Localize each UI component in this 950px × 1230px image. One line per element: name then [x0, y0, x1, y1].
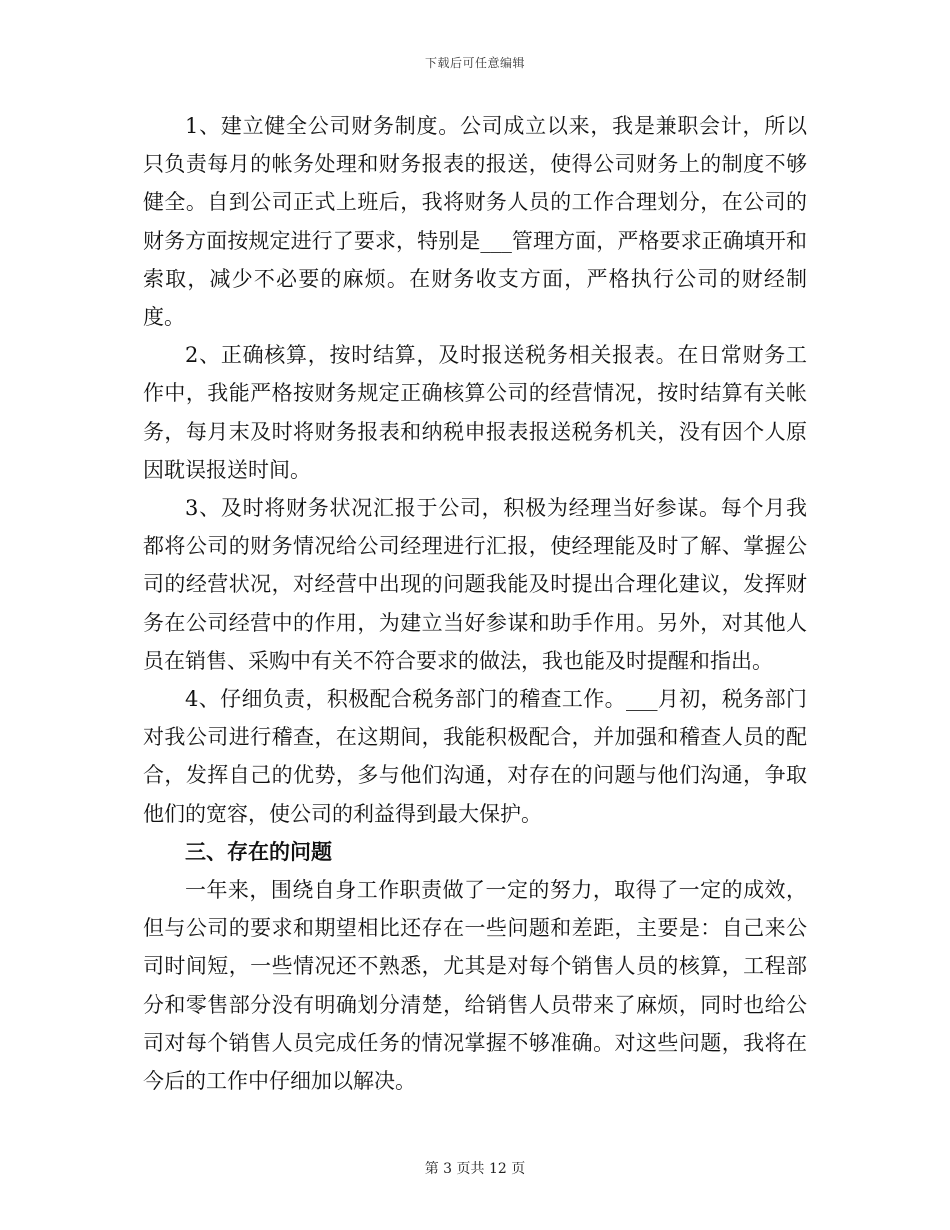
paragraph-item-3: 3、及时将财务状况汇报于公司，积极为经理当好参谋。每个月我都将公司的财务情况给公司经理进行汇报，使经理能及时了解、掌握公司的经营状况，对经营中出现的问题我能及时提出合理化建议，发挥财务在公司经营中的作用，为建立当好参谋和助手作用。另外，对其他人员在销售、采购中有关不符合要求的做法，我也能及时提醒和指出。	[143, 496, 807, 673]
section-heading: 三、存在的问题	[185, 838, 332, 864]
page-header-note: 下载后可任意编辑	[424, 56, 525, 70]
closing-paragraph: 一年来，围绕自身工作职责做了一定的努力，取得了一定的成效，但与公司的要求和期望相比还存在一些问题和差距，主要是：自己来公司时间短，一些情况还不熟悉，尤其是对每个销售人员的核算，工程部分和零售部分没有明确划分清楚，给销售人员带来了麻烦，同时也给公司对每个销售人员完成任务的情况掌握不够准确。对这些问题，我将在今后的工作中仔细加以解决。	[143, 878, 807, 1094]
paragraph-item-4: 4、仔细负责，积极配合税务部门的稽查工作。___月初，税务部门对我公司进行稽查，在这期间，我能积极配合，并加强和稽查人员的配合，发挥自己的优势，多与他们沟通，对存在的问题与他们沟通，争取他们的宽容，使公司的利益得到最大保护。	[143, 687, 807, 826]
page-number: 第 3 页共 12 页	[424, 1161, 526, 1177]
paragraph-item-1: 1、建立健全公司财务制度。公司成立以来，我是兼职会计，所以只负责每月的帐务处理和财务报表的报送，使得公司财务上的制度不够健全。自到公司正式上班后，我将财务人员的工作合理划分，在公司的财务方面按规定进行了要求，特别是___管理方面，严格要求正确填开和索取，减少不必要的麻烦。在财务收支方面，严格执行公司的财经制度。	[143, 114, 807, 330]
paragraph-item-2: 2、正确核算，按时结算，及时报送税务相关报表。在日常财务工作中，我能严格按财务规定正确核算公司的经营情况，按时结算有关帐务，每月末及时将财务报表和纳税申报表报送税务机关，没有因个人原因耽误报送时间。	[143, 343, 807, 482]
document-body	[143, 107, 807, 1100]
